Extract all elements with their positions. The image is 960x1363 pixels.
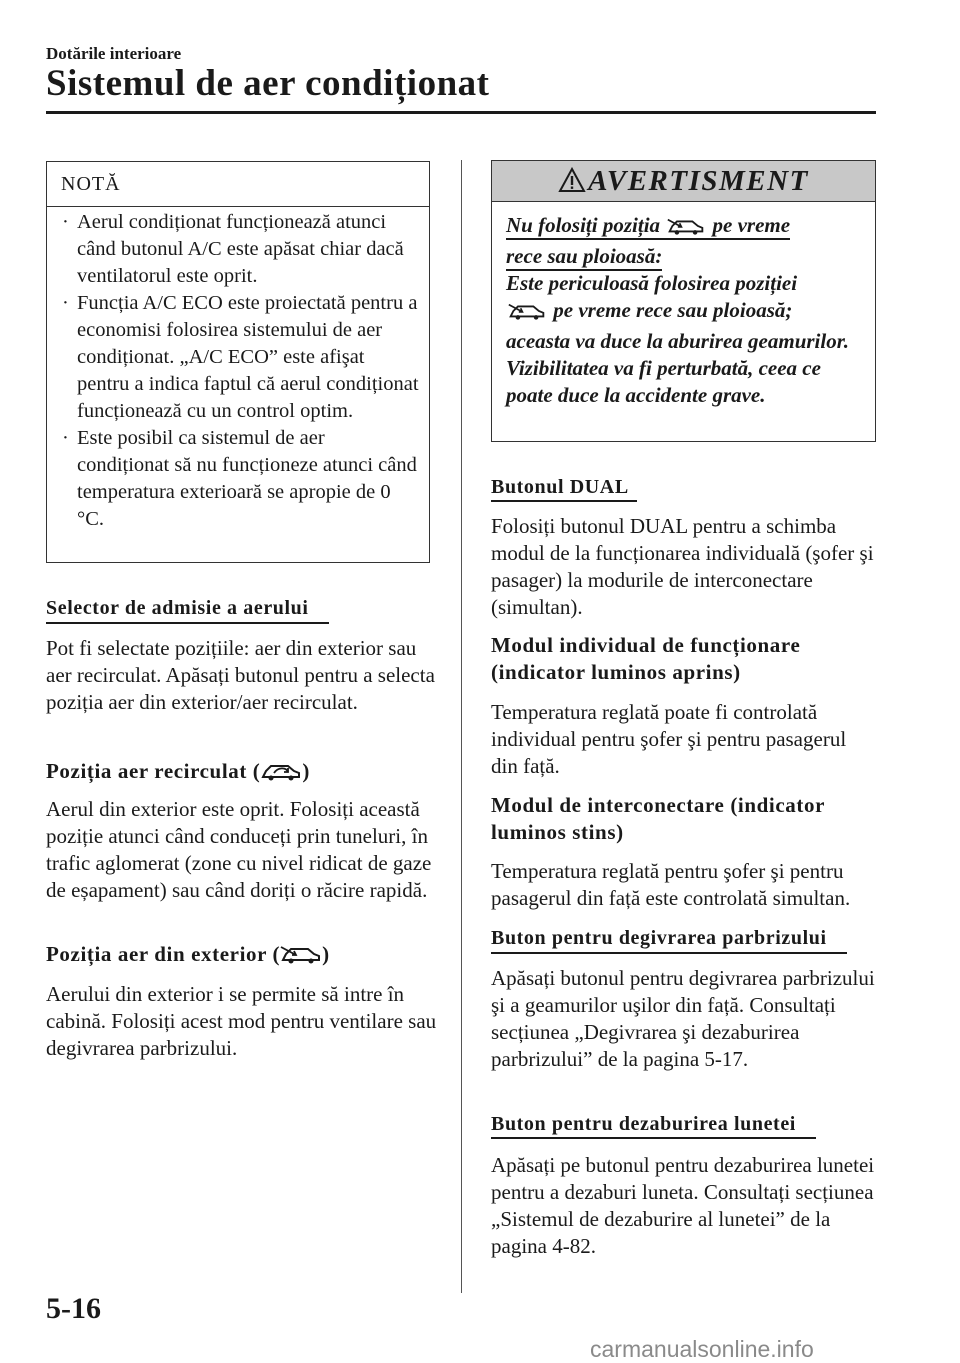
dual-heading-underline — [491, 500, 637, 502]
warning-header — [492, 161, 875, 202]
interconnect-mode-heading: Modul de interconectare (indicator luminos stins) — [491, 793, 825, 844]
intake-text: Pot fi selectate pozițiile: aer din exterior sau aer recirculat. Apăsați butonul pentru a selecta poziția aer din exterior/aer recirculat. — [46, 636, 435, 714]
outside-air-car-icon — [506, 301, 548, 328]
rear-defog-heading-underline — [491, 1137, 816, 1139]
note-heading: NOTĂ — [47, 162, 429, 207]
rear-defog-text: Apăsați pe butonul pentru dezaburirea lunetei pentru a dezaburi luneta. Consultați secțiunea „Sistemul de dezaburire al lunetei” de la pagina 4-82. — [491, 1153, 875, 1258]
dual-heading: Butonul DUAL — [491, 476, 629, 498]
warning-triangle-icon — [558, 167, 586, 198]
column-divider — [461, 160, 462, 1293]
outside-text: Aerului din exterior i se permite să intre în cabină. Folosiți acest mod pentru ventilare sau degivrarea parbrizului. — [46, 982, 437, 1060]
outside-air-car-icon — [280, 943, 322, 972]
warning-body: Nu folosiți poziția pe vreme rece sau ploioasă: Este periculoasă folosirea poziției pe vreme rece sau ploioasă; aceasta va duce la aburirea geamurilor. Vizibilitatea va fi perturbată, ceea ce poate duce la accidente grave. — [506, 213, 849, 407]
title-rule — [46, 111, 876, 114]
note-item: · Este posibil ca sistemul de aer condiționat să nu funcționeze atunci când temperatura exterioară se apropie de 0 °C. — [62, 427, 417, 530]
defrost-text: Apăsați butonul pentru degivrarea parbrizului şi a geamurilor uşilor din față. Consultați secțiunea „Degivrarea şi dezaburirea parbrizului” de la pagina 5-17. — [491, 966, 875, 1071]
note-list — [47, 209, 429, 533]
note-box — [46, 161, 430, 563]
warning-box — [491, 160, 876, 442]
defrost-heading: Buton pentru degivrarea parbrizului — [491, 927, 827, 949]
recirculation-car-icon — [260, 760, 302, 789]
section-label: Dotările interioare — [46, 44, 182, 63]
page-title: Sistemul de aer condiționat — [46, 63, 490, 104]
interconnect-mode-text: Temperatura reglată pentru şofer şi pentru pasagerul din față este controlată simultan. — [491, 859, 851, 910]
recirc-heading: Poziția aer recirculat ( ) — [46, 758, 446, 789]
watermark: carmanualsonline.info — [590, 1336, 814, 1362]
rear-defog-heading: Buton pentru dezaburirea lunetei — [491, 1113, 796, 1135]
note-item: · Aerul condiționat funcționează atunci când butonul A/C este apăsat chiar dacă ventilatorul este oprit. — [62, 211, 404, 287]
individual-mode-text: Temperatura reglată poate fi controlată individual pentru şofer şi pentru pasagerul din față. — [491, 700, 847, 778]
intake-heading: Selector de admisie a aerului — [46, 597, 309, 619]
warning-title: AVERTISMENT — [588, 165, 809, 197]
recirc-text: Aerul din exterior este oprit. Folosiți această poziție atunci când conduceți prin tuneluri, în trafic aglomerat (zone cu nivel ridicat de gaze de eșapament) sau când doriți o răcire rapidă. — [46, 797, 432, 902]
intake-heading-underline — [46, 622, 329, 624]
page-number: 5-16 — [46, 1292, 101, 1325]
defrost-heading-underline — [491, 952, 847, 954]
individual-mode-heading: Modul individual de funcționare (indicator luminos aprins) — [491, 633, 801, 684]
outside-air-car-icon — [665, 216, 707, 243]
outside-heading: Poziția aer din exterior ( ) — [46, 941, 446, 972]
note-item: · Funcția A/C ECO este proiectată pentru a economisi folosirea sistemului de aer condiționat. „A/C ECO” este afişat pentru a indica faptul că aerul condiționat funcționează cu un control optim. — [62, 292, 419, 422]
dual-text: Folosiți butonul DUAL pentru a schimba modul de la funcționarea individuală (şofer şi pasager) la modurile de interconectare (simultan). — [491, 514, 874, 619]
